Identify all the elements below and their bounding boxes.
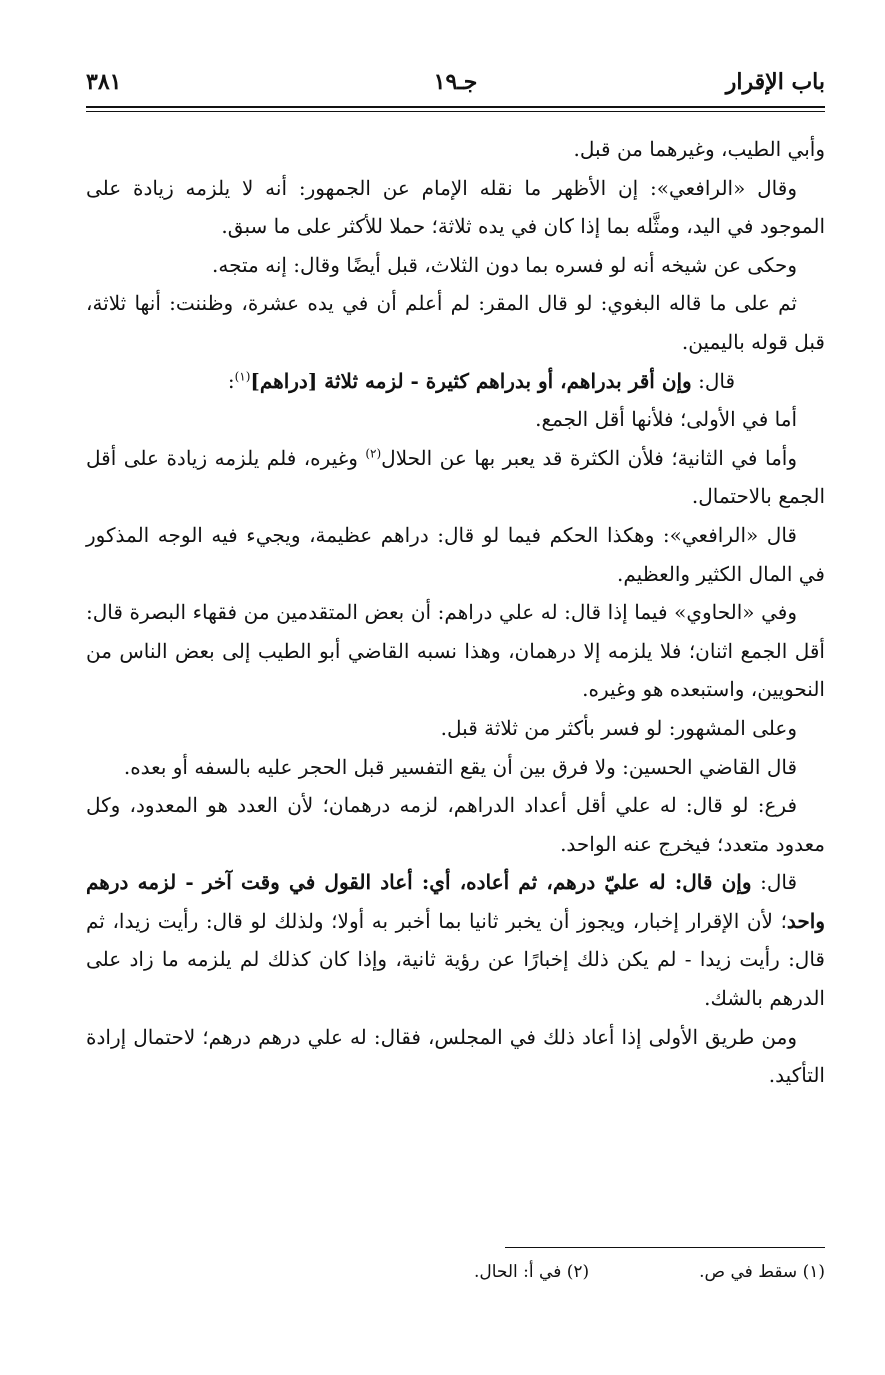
paragraph: قال القاضي الحسين: ولا فرق بين أن يقع التفسير قبل الحجر عليه بالسفه أو بعده. xyxy=(123,754,797,779)
paragraph: وفي «الحاوي» فيما إذا قال: له علي دراهم: أن بعض المتقدمين من فقهاء البصرة قال: أقل الجمع اثنان؛ فلا يلزمه إلا درهمان، وهذا نسبه القاضي أبو الطيب إلى بعض الناس من النحويين، واستبعده هو وغيره. xyxy=(86,600,825,702)
matn-text: وإن أقر بدراهم، أو بدراهم كثيرة - لزمه ثلاثة [دراهم] xyxy=(250,368,692,393)
paragraph-tail: وغيره، فلم يلزمه زيادة على أقل الجمع بالاحتمال. xyxy=(86,445,825,509)
footnote-1: (١) سقط في ص. xyxy=(699,1262,825,1282)
paragraph-tail: : xyxy=(227,368,235,393)
running-header xyxy=(86,62,825,102)
volume-label: جـ١٩ xyxy=(433,69,478,95)
paragraph-tail: ؛ لأن الإقرار إخبار، ويجوز أن يخبر ثانيا بما أخبر به أولا؛ ولذلك لو قال: رأيت زيدا، ثم قال: رأيت زيدا - لم يكن ذلك إخبارًا عن رؤية ثانية، وإذا كان كذلك لم يلزمه ما زاد على الدرهم بالشك. xyxy=(86,908,825,1011)
footnote-rule xyxy=(505,1247,825,1248)
footnote-ref: (١) xyxy=(234,368,251,383)
page-number: ٣٨١ xyxy=(86,69,122,95)
paragraph: ثم على ما قاله البغوي: لو قال المقر: لم أعلم أن في يده عشرة، وظننت: أنها ثلاثة، قبل قوله باليمين. xyxy=(86,291,825,354)
paragraph: وأبي الطيب، وغيرهما من قبل. xyxy=(573,137,825,161)
footnotes xyxy=(86,1262,825,1282)
paragraph-lead: قال: xyxy=(751,870,798,895)
footnote-ref: (٢) xyxy=(365,446,382,461)
matn-paragraph xyxy=(86,863,825,1017)
paragraph: وقال «الرافعي»: إن الأظهر ما نقله الإمام عن الجمهور: أنه لا يلزمه زيادة على الموجود في اليد، ومثَّله بما إذا كان في يده ثلاثة؛ حملا للأكثر على ما سبق. xyxy=(86,175,825,239)
paragraph-lead: وأما في الثانية؛ فلأن الكثرة قد يعبر بها عن الحلال xyxy=(381,445,797,470)
header-rule-thin xyxy=(86,111,825,112)
paragraph: ومن طريق الأولى إذا أعاد ذلك في المجلس، فقال: له علي درهم درهم؛ لاحتمال إرادة التأكيد. xyxy=(86,1024,825,1088)
chapter-title: باب الإقرار xyxy=(725,69,825,95)
paragraph: وحكى عن شيخه أنه لو فسره بما دون الثلاث، قبل أيضًا وقال: إنه متجه. xyxy=(212,252,797,277)
paragraph xyxy=(86,439,825,516)
matn-text: وإن قال: له عليّ درهم، ثم أعاده، أي: أعاد القول في وقت آخر - لزمه درهم واحد xyxy=(86,870,825,933)
footnote-2: (٢) في أ: الحال. xyxy=(473,1262,590,1282)
header-rule xyxy=(86,106,825,108)
paragraph: وعلى المشهور: لو فسر بأكثر من ثلاثة قبل. xyxy=(440,715,797,740)
main-text xyxy=(86,130,825,1095)
matn-paragraph xyxy=(86,362,825,401)
paragraph: أما في الأولى؛ فلأنها أقل الجمع. xyxy=(535,407,797,432)
paragraph: فرع: لو قال: له علي أقل أعداد الدراهم، لزمه درهمان؛ لأن العدد هو المعدود، وكل معدود متعدد؛ فيخرج عنه الواحد. xyxy=(86,793,825,856)
paragraph-lead: قال: xyxy=(691,368,735,393)
paragraph: قال «الرافعي»: وهكذا الحكم فيما لو قال: دراهم عظيمة، ويجيء فيه الوجه المذكور في المال الكثير والعظيم. xyxy=(86,522,825,586)
